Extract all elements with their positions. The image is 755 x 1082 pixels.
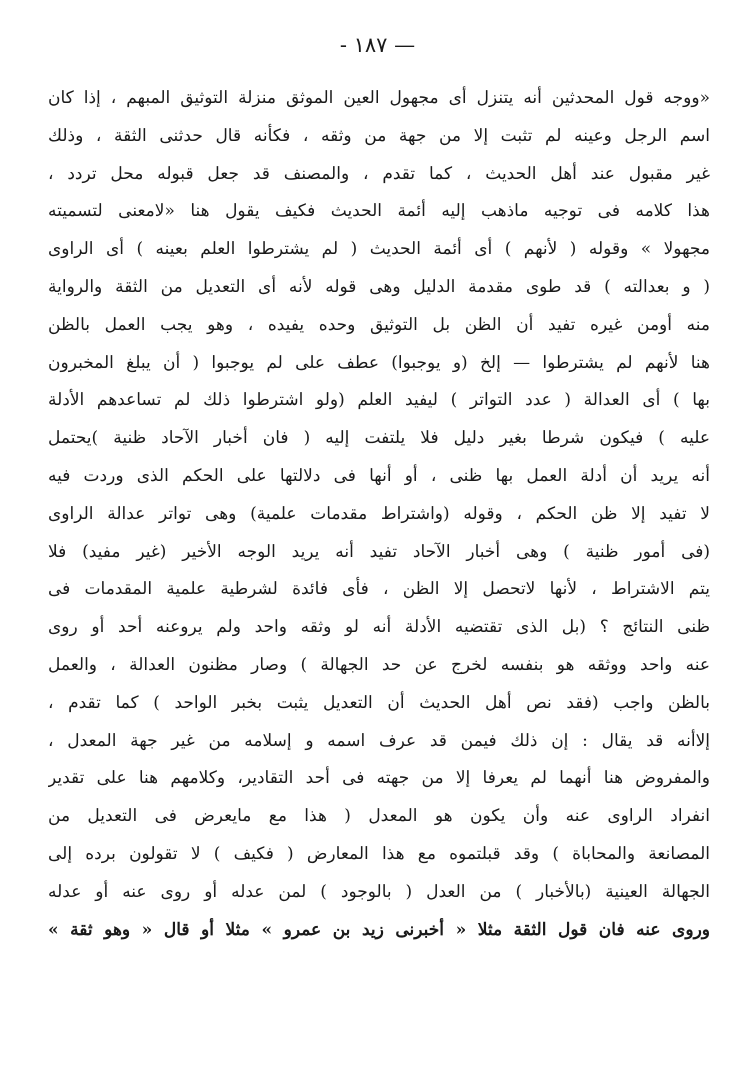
text-line: والمفروض هنا أنهما لم يعرفا إلا من جهته فى أحد التقادير، وكلامهم هنا على تقدير (48, 768, 710, 789)
text-line: يتم الاشتراط ، لأنها لاتحصل إلا الظن ، فأى فائدة لشرطية علمية المقدمات فى (48, 579, 710, 600)
text-line: ظنى النتائج ؟ (بل الذى تقتضيه الأدلة أنه لو وثقه واحد ولم يروعنه أحد أو روى (48, 617, 710, 638)
text-line: وروى عنه فان قول الثقة مثلا « أخبرنى زيد بن عمرو » مثلا أو قال « وهو ثقة » (48, 919, 710, 940)
text-line: اسم الرجل وعينه لم تثبت إلا من جهة من وثقه ، فكأنه قال حدثنى الثقة ، وذلك (48, 125, 710, 146)
body-text (48, 80, 710, 949)
text-line: (فى أمور ظنية ) وهى أخبار الآحاد تفيد أنه يريد الوجه الأخير (غير مفيد) فلا (48, 541, 710, 562)
text-line: الجهالة العينية (بالأخبار ) من العدل ( بالوجود ) لمن عدله أو روى عنه أو عدله (48, 881, 710, 902)
text-line: منه أومن غيره تفيد أن الظن بل التوثيق وحده يفيده ، وهو يجب العمل بالظن (48, 314, 710, 335)
text-line: غير مقبول عند أهل الحديث ، كما تقدم ، والمصنف قد جعل قبوله محل تردد ، (48, 163, 710, 184)
text-line: هنا لأنهم لم يشترطوا — إلخ (و يوجبوا) عطف على لم يوجبوا ( أن يبلغ المخبرون (48, 352, 710, 373)
text-line: «ووجه قول المحدثين أنه يتنزل أى مجهول العين الموثق منزلة التوثيق المبهم ، إذا كان (48, 88, 710, 108)
page-number: — ۱۸۷ - (339, 33, 416, 57)
text-line: بالظن واجب (فقد نص أهل الحديث أن التعديل يثبت بخبر الواحد ) كما تقدم ، (48, 692, 710, 713)
text-line: عليه ) فيكون شرطا بغير دليل فلا يلتفت إليه ( فان أخبار الآحاد ظنية )يحتمل (48, 428, 710, 449)
text-line: هذا كلامه فى توجيه ماذهب إليه أئمة الحديث فكيف يقول هنا «لامعنى لتسميته (48, 201, 710, 222)
text-line: عنه واحد ووثقه هو بنفسه لخرج عن حد الجهالة ) وصار مظنون العدالة ، والعمل (48, 654, 710, 675)
text-line: المصانعة والمحاباة ) وقد قبلتموه مع هذا المعارض ( فكيف ) لا تقولون برده إلى (48, 843, 710, 864)
text-line: لا تفيد إلا ظن الحكم ، وقوله (واشتراط مقدمات علمية) وهى تواتر عدالة الراوى (48, 503, 710, 524)
text-line: بها ) أى العدالة ( عدد التواتر ) ليفيد العلم (ولو اشترطوا ذلك لم تساعدهم الأدلة (48, 390, 710, 411)
text-line: إلاأنه قد يقال : إن ذلك فيمن قد عرف اسمه و إسلامه من غير جهة المعدل ، (48, 730, 710, 751)
text-line: أنه يريد أن أدلة العمل بها ظنى ، أو أنها فى دلالتها على الحكم الذى وردت فيه (48, 465, 710, 486)
text-line: مجهولا » وقوله ( لأنهم ) أى أئمة الحديث ( لم يشترطوا العلم بعينه ) أى الراوى (48, 239, 710, 260)
text-line: ( و بعدالته ) قد طوى مقدمة الدليل وهى قوله لأنه أى التعديل من الثقة والرواية (48, 276, 710, 297)
text-line: انفراد الراوى عنه وأن يكون هو المعدل ( هذا مع مايعرض فى التعديل من (48, 806, 710, 827)
